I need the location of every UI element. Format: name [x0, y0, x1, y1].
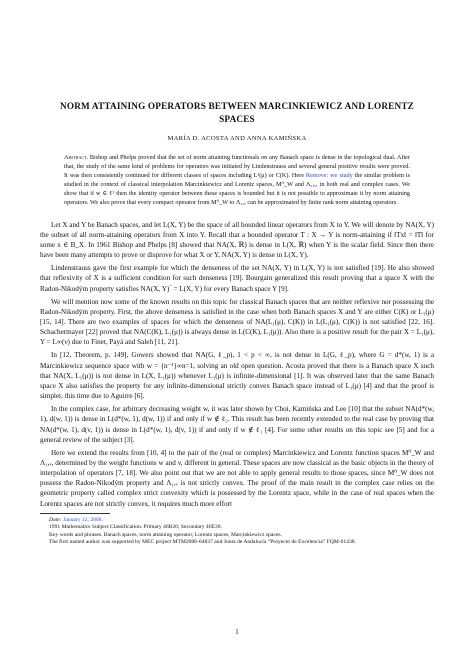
footnote-keywords: Key words and phrases. Banach spaces, norm attaining operator, Lorentz spaces, Marcinkiewicz spaces.	[49, 531, 282, 538]
paragraph-4: In [12, Theorem, p. 149], Gowers showed that NA(G, ℓ_p), 1 < p < ∞, is not dense in L(G, ℓ_p), where G = d*(w, 1) is a Marcinkiewicz sequence space with w = {n⁻¹}∞n=1, solving an old open question. Acosta proved that there is a Banach space X such that NA(X, L₁(μ)) is not dense in L(X, L₁(μ)) whenever L₁(μ) is infinite-dimensional [1]. It was observed later that the same Banach space X also satisfies the property for any infinite-dimensional strictly convex Banach space instead of L₁(μ) [4] and that the proof is simpler, this time due to Aguirre [6].	[40, 351, 434, 401]
paragraph-2: Lindenstrauss gave the first example for which the denseness of the set NA(X, Y) in L(X, Y) is not satisfied [19]. He also showed that reflexivity of X is a sufficient condition for such denseness [19]. Bourgain generalized this result proving that a space X with the Radon-Nikodým property satisfies NA(X, Y)‾ = L(X, Y) for every Banach space Y [9].	[40, 264, 434, 293]
title-line-2: SPACES	[219, 114, 255, 124]
footnotes	[40, 517, 434, 547]
footnote-msc: 1991 Mathematics Subject Classification. Primary 46B20; Secondary 46E30.	[49, 524, 222, 531]
paragraph-5: In the complex case, for arbitrary decreasing weight w, it was later shown by Choi, Kamińska and Lee [10] that the subset NA(d*(w, 1), d(w, 1)) is dense in L(d*(w, 1), d(w, 1)) if and only if w ∉ ℓ₂. This result has been recently extended to the real case by proving that NA(d*(w, 1), d(v, 1)) is dense in L(d*(w, 1), d(v, 1)) if and only if w ∉ ℓ₁ [4]. For some other results on this topic see [5] and for a general review of the subject [3].	[40, 405, 434, 444]
body-text	[40, 220, 434, 509]
abstract-label: Abstract.	[64, 154, 89, 161]
paper-page	[40, 100, 434, 546]
footnote-rule	[40, 513, 110, 514]
authors: MARÍA D. ACOSTA AND ANNA KAMIŃSKA	[167, 135, 307, 142]
page-number: 1	[235, 628, 239, 636]
abstract-text-2: the similar problem is studied in the context of classical interpolation Marcinkiewicz and Lorentz spaces, M⁰_W and Λ₁,ᵥ, in both real and complex cases. We show that if w ∈ ℓ¹ then the identity operator between these spaces is bounded but it is not possible to approximate it by norm attaining operators. We also prove that every compact operator from M⁰_W to Λ₁,ᵥ can be approximated by finite rank norm attaining operators.	[64, 172, 410, 207]
title-line-1: NORM ATTAINING OPERATORS BETWEEN MARCINKIEWICZ AND LORENTZ	[60, 101, 414, 111]
paragraph-1: Let X and Y be Banach spaces, and let L(X, Y) be the space of all bounded linear operators from X to Y. We will denote by NA(X, Y) the subset of all norm-attaining operators from X into Y. Recall that a bounded operator T : X → Y is norm-attaining if ‖Tx‖ = ‖T‖ for some x ∈ B_X. In 1961 Bishop and Phelps [8] showed that NA(X, ℝ) is dense in L(X, ℝ) when Y is the scalar field. Since then there have been many attempts to prove or disprove for what X or Y, NA(X, Y) is dense in L(X, Y).	[40, 220, 434, 260]
paper-title	[40, 100, 434, 126]
paragraph-3: We will mention now some of the known results on this topic for classical Banach spaces that are neither reflexive nor possessing the Radon-Nikodým property. First, the above denseness is satisfied in the case when both Banach spaces X and Y are either C(K) or L₁(μ) [15, 14]. There are two examples of spaces for which the denseness of NA(L₁(μ), C(K)) in L(L₁(μ), C(K)) is not satisfied [22, 16]. Schachermayer [22] proved that NA(C(K), L₁(μ)) is always dense in L(C(K), L₁(μ)). Also there is a positive result for the pair X = L₁(μ), Y = L∞(ν) due to Finet, Payá and Saleh [11, 21].	[40, 297, 434, 347]
abstract-edit-highlight[interactable]: Remove: we study	[305, 172, 353, 180]
date-value[interactable]: January 12, 2008.	[63, 516, 103, 523]
footnote-support: The first named author was supported by MEC project MTM2006-04837 and Junta de Andalucía “Proyecto de Excelencia” FQM-01438.	[49, 539, 356, 545]
abstract-text-1: Bishop and Phelps proved that the set of norm attaining functionals on any Banach space is dense in the topological dual. After that, the study of the same kind of problems for operators was initiated by Lindenstrauss and several general positive results were proved. It was then consistently continued for different classes of spaces including L¹(μ) or C(K). Here	[64, 154, 410, 180]
paragraph-6: Here we extend the results from [10, 4] to the pair of the (real or complex) Marcinkiewicz and Lorentz function spaces M⁰_W and Λ₁,ᵥ, determined by the weight functions w and v, different in general. These spaces are now classical as the basic objects in the theory of interpolation of operators [7, 18]. We also point out that we are not able to apply general results to those spaces, since M⁰_W does not possess the Radon-Nikodým property and Λ₁,ᵥ is not strictly convex. The proof of the main result in the complex case relies on the geometric property called complex strict convexity which is possessed by the Lorentz space, while in the case of real spaces when the Lorentz spaces are not strictly convex, it requires much more effort	[40, 448, 434, 508]
abstract	[64, 153, 410, 208]
date-label: Date:	[49, 516, 62, 523]
